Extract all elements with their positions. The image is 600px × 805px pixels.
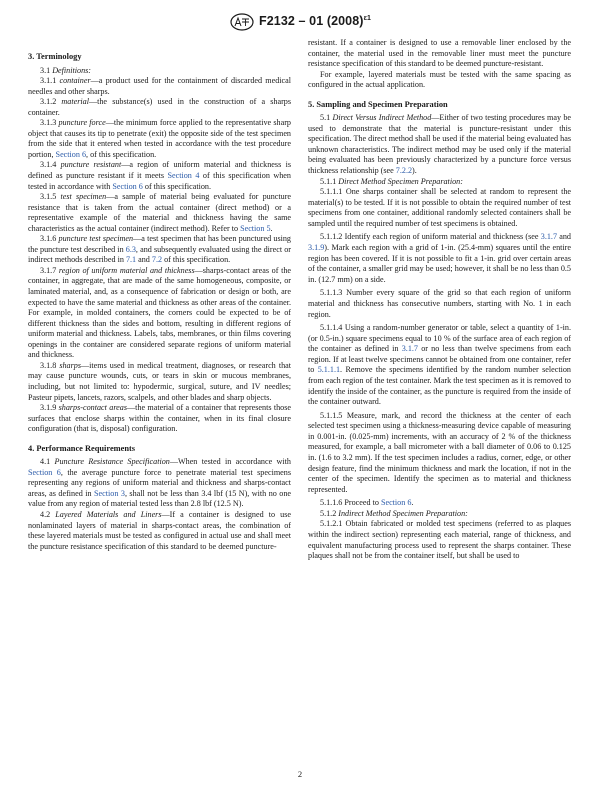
- para-text: —the material of a container that represents those surfaces that enclose sharps within the container, when in its final closure configuration (that is, disposal) configuration.: [28, 403, 292, 434]
- para-text: and: [557, 232, 571, 242]
- para-5-1-1: [308, 177, 571, 188]
- para-3-1-5: [28, 192, 291, 234]
- para-text: —If a container is designed to use nonlaminated layers of material in sharps-contact areas, the combination of these layered materials must be tested as configured in actual use and shall meet the puncture resistance specification of this standard to be deemed puncture-: [28, 509, 292, 551]
- para-number: 5.1.1: [320, 176, 339, 186]
- designation-text: F2132 – 01 (2008): [259, 14, 364, 28]
- term: sharps-contact areas: [58, 403, 128, 413]
- para-text: , and subsequently evaluated using the direct or indirect methods described in: [28, 244, 291, 265]
- para-number: 5.1: [320, 113, 333, 123]
- para-number: 5.1.2: [320, 508, 339, 518]
- para-text: —a region of uniform material and thickness is defined as puncture resistant if it meets: [28, 160, 291, 181]
- para-text: 5.1.1.2 Identify each region of uniform material and thickness (see: [320, 232, 541, 242]
- para-text: —a product used for the containment of discarded medical needles and other sharps.: [28, 76, 292, 96]
- para-text: of this specification.: [142, 181, 211, 191]
- section-link[interactable]: Section 6: [112, 181, 143, 191]
- para-3-1-3: [28, 118, 291, 160]
- para-number: 3.1.6: [40, 234, 59, 244]
- para-text: , the average puncture force to penetrate material test specimens representing any regions of uniform material and thickness and sharps-contact areas, as defined in: [28, 467, 291, 498]
- right-column: [308, 38, 571, 562]
- para-3-1-6: [28, 234, 291, 266]
- para-5-1-1-5: 5.1.1.5 Measure, mark, and record the thickness at the center of each selected test specimen using a thickness-measuring device capable of measuring in 0.001-in. (0.025-mm) increments, with an accuracy of 2 % of the thickness measured, for example, a ball micrometer with a ball diameter of 0.06 to 0.125 in. (1.6 to 3.2 mm). If the test specimen includes a radius, corner, edge, or other design feature, find the minimum thickness and mark the location, if not in the center of the specimen. Identify the specimen as to material and thickness represented.: [308, 410, 571, 494]
- para-text: or no less than twelve specimens from each region. If at least twelve specimens cannot be obtained from one container, refer to: [308, 344, 571, 375]
- term: material: [61, 97, 89, 107]
- designation-superscript: ε1: [363, 14, 371, 22]
- para-text: , shall not be less than 3.4 lbf (15 N), with no one value from any region of material tested less than 2.8 lbf (12.5 N).: [28, 488, 292, 509]
- section-link[interactable]: Section 3: [94, 488, 125, 498]
- left-column: [28, 52, 291, 552]
- section-link[interactable]: Section 6: [55, 149, 87, 159]
- para-5-1-1-6: [308, 498, 571, 509]
- term: Definitions:: [52, 65, 92, 75]
- para-number: 3.1.9: [40, 403, 59, 413]
- section-link[interactable]: Section 6: [28, 467, 61, 477]
- para-text: ). Mark each region with a grid of 1-in. (25.4-mm) squares until the entire region has been covered. If it is not possible to fit a 1-in. grid over certain areas of the container, a smaller grid may be used; however, it shall be no less than 0.5 in. (12.7 mm) on a side.: [308, 243, 571, 284]
- para-text: —a sample of material being evaluated for puncture resistance that is taken from the actual container (direct method) or a representative example of the material and thickness having the same characteristics as the actual container (indirect method). Refer to: [28, 192, 292, 233]
- section-link[interactable]: 3.1.9: [308, 243, 325, 253]
- term: container: [59, 76, 91, 86]
- para-text: .: [270, 223, 273, 233]
- para-5-1-1-4: [308, 323, 571, 407]
- para-3-1-9: [28, 403, 291, 435]
- term: Layered Materials and Liners: [55, 509, 162, 519]
- para-number: 4.1: [40, 457, 55, 467]
- term: Indirect Method Specimen Preparation:: [338, 508, 468, 518]
- para-text: ).: [412, 166, 417, 176]
- para-number: 3.1.2: [40, 97, 62, 107]
- section-link[interactable]: 7.1: [125, 255, 137, 265]
- para-4-2-continued: resistant. If a container is designed to use a removable liner enclosed by the container, the material used in the removable liner must meet the puncture resistance specification of this standard to be deemed puncture-resistant.: [308, 38, 571, 69]
- para-number: 4.2: [40, 509, 56, 519]
- section-link[interactable]: Section 5: [240, 223, 271, 233]
- section-link[interactable]: 7.2.2: [395, 166, 413, 176]
- term: Direct Versus Indirect Method: [332, 113, 432, 123]
- term: Direct Method Specimen Preparation:: [338, 176, 463, 186]
- para-text: . Remove the specimens identified by the random number selection from each region of the test container. Mark the test specimen as it is removed to identify the inside of the container, as the puncture is required from the inside of the container outward.: [308, 365, 571, 407]
- para-3-1: [28, 66, 291, 77]
- para-5-1-1-1: 5.1.1.1 One sharps container shall be selected at random to represent the material(s) to be tested. If it is not possible to obtain the required number of test specimens from one container, additional randomly selected containers shall be sampled until the required number of test specimens is obtained.: [308, 187, 571, 228]
- para-number: 3.1.7: [40, 265, 59, 275]
- para-text: —the minimum force applied to the representative sharp object that causes its tip to penetrate (exit) the opposite side of the test specimen from the side that it entered when tested in accordance with the test procedure portion,: [28, 118, 291, 159]
- para-text: .: [411, 498, 414, 508]
- para-3-1-7: [28, 266, 291, 361]
- term: puncture force: [58, 118, 106, 128]
- para-5-1-1-2: [308, 232, 571, 285]
- term: puncture test specimen: [58, 234, 134, 244]
- term: Puncture Resistance Specification: [54, 457, 170, 467]
- para-5-1-2-1: 5.1.2.1 Obtain fabricated or molded test specimens (referred to as plaques within the indirect section) representing each material, range of thickness, and equivalent manufacturing process used to represent the sharps container. These plaques shall not be from the container itself, but shall be used to: [308, 519, 571, 561]
- para-text: 5.1.1.6 Proceed to: [320, 498, 381, 508]
- para-3-1-4: [28, 160, 291, 192]
- section-link[interactable]: 6.3: [125, 244, 136, 254]
- standard-designation: [259, 14, 371, 28]
- term: region of uniform material and thickness: [58, 265, 195, 275]
- astm-logo-icon: [230, 13, 254, 31]
- section-4-heading: 4. Performance Requirements: [28, 443, 136, 453]
- para-5-1: [308, 113, 571, 176]
- para-number: 3.1.5: [40, 192, 61, 202]
- para-number: 3.1.4: [40, 160, 61, 170]
- term: test specimen: [60, 192, 107, 202]
- para-number: 3.1: [40, 65, 53, 75]
- para-text: and: [136, 255, 152, 265]
- para-5-1-1-3: 5.1.1.3 Number every square of the grid so that each region of uniform material and thickness has consecutive numbers, starting with No. 1 in each region.: [308, 288, 571, 319]
- section-5-heading: 5. Sampling and Specimen Preparation: [308, 99, 448, 109]
- para-text: 5.1.1.4 Using a random-number generator or table, select a quantity of 1-in. (or 0.5-in.) square specimens equal to 10 % of the surface area of each region of the container as defined in: [308, 323, 571, 354]
- para-3-1-1: [28, 76, 291, 97]
- para-4-1: [28, 457, 291, 510]
- para-text: —a test specimen that has been punctured using the puncture test described in: [28, 234, 291, 254]
- para-5-1-2: [308, 509, 571, 520]
- para-text: —items used in medical treatment, diagnoses, or research that may cause puncture wounds, cuts, or tears in skin or mucous membranes, including, but not limited to: hypodermic, surgical, suture, and IV needles; Pasteur pipets, lancets, razors, scalpels, and other blades and sharp objects.: [28, 360, 291, 402]
- para-text: —the substance(s) used in the construction of a sharps container.: [28, 97, 291, 117]
- page-number: 2: [297, 769, 303, 779]
- para-3-1-8: [28, 361, 291, 403]
- section-link[interactable]: 7.2: [151, 255, 163, 265]
- para-number: 3.1.8: [40, 360, 60, 370]
- section-link[interactable]: 3.1.7: [401, 344, 418, 354]
- section-link[interactable]: 3.1.7: [540, 232, 558, 242]
- page-header: [0, 12, 600, 32]
- para-number: 3.1.3: [40, 118, 59, 128]
- para-number: 3.1.1: [40, 76, 60, 86]
- para-text: , of this specification.: [86, 149, 157, 159]
- section-link[interactable]: 5.1.1.1: [317, 365, 341, 375]
- para-text: of this specification when tested in accordance with: [28, 171, 291, 191]
- para-text: —Either of two testing procedures may be used to demonstrate that the material is puncture-resistant under this specification. The direct method shall be used if the material being evaluated has unknown characteristics. The indirect method may be used only if the material being evaluated has been previously characterized by a puncture force versus thickness relationship (see: [308, 113, 571, 176]
- section-3-heading: 3. Terminology: [28, 52, 82, 61]
- term: sharps: [59, 360, 82, 370]
- para-example: For example, layered materials must be tested with the same spacing as configured in the actual application.: [308, 69, 571, 90]
- para-text: —When tested in accordance with: [169, 457, 291, 467]
- para-text: of this specification.: [162, 255, 231, 265]
- section-link[interactable]: Section 6: [380, 498, 412, 508]
- para-4-2: [28, 510, 291, 552]
- para-text: —sharps-contact areas of the container, in aggregate, that are made of the same homogeneous, composite, or laminated material, and, as a consequence of fabrication or design or both, are expected to have the same material and thickness as other areas of the container. For example, in molded containers, the corners could be expected to be of different thickness than the sides and bottom, resulting in different regions of uniform material and thickness. Labels, tabs, membranes, or thin films covering openings in the container are considered separate regions of uniform material and thickness.: [28, 265, 292, 360]
- para-3-1-2: [28, 97, 291, 118]
- section-link[interactable]: Section 4: [167, 171, 200, 181]
- term: puncture resistant: [60, 160, 122, 170]
